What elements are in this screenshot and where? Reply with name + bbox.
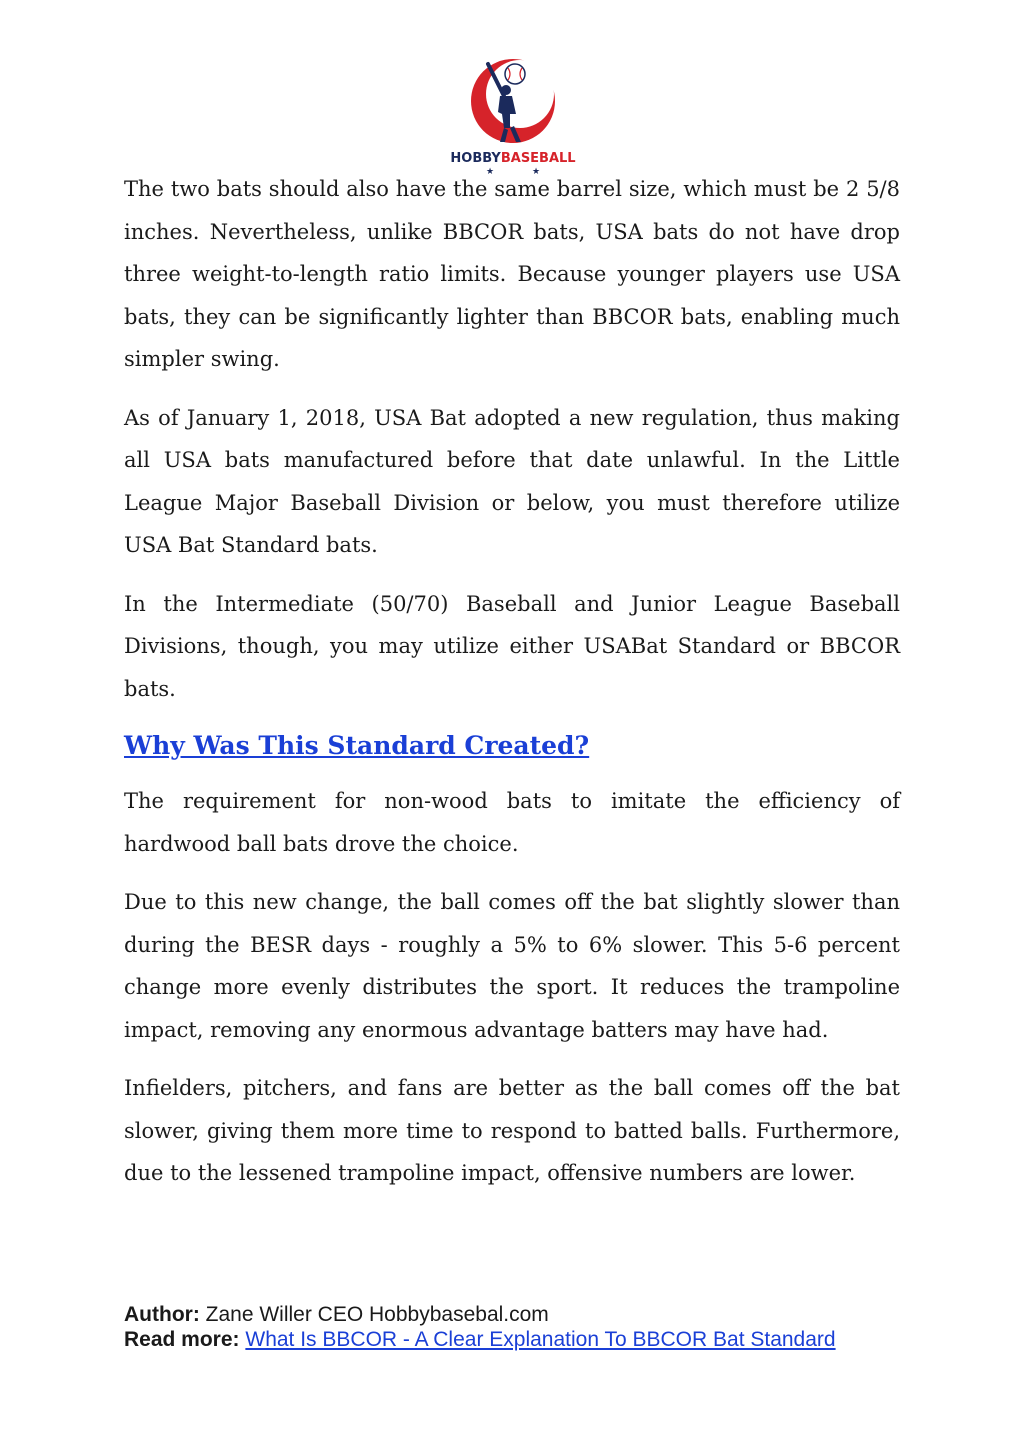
paragraph: Due to this new change, the ball comes off the bat slightly slower than during the BESR days - roughly a 5% to 6% slower. This 5-6 percent change more evenly distributes the sport. It reduces the trampoline impact, removing any enormous advantage batters may have had. bbox=[124, 890, 900, 1042]
paragraph: Infielders, pitchers, and fans are better as the ball comes off the bat slower, giving them more time to respond to batted balls. Furthermore, due to the lessened trampoline impact, offensive numbers are lower. bbox=[124, 1076, 900, 1185]
author-label: Author: bbox=[124, 1303, 200, 1326]
logo-brand-part2: BASEBALL bbox=[500, 151, 576, 166]
article-body bbox=[124, 168, 900, 1211]
svg-text:HOBBYBASEBALL bbox=[450, 151, 575, 166]
read-more-link[interactable]: What Is BBCOR - A Clear Explanation To BBCOR Bat Standard bbox=[245, 1328, 836, 1351]
paragraph: As of January 1, 2018, USA Bat adopted a new regulation, thus making all USA bats manufactured before that date unlawful. In the Little League Major Baseball Division or below, you must therefore utilize USA Bat Standard bats. bbox=[124, 405, 900, 557]
star-icon: ★ bbox=[532, 167, 541, 176]
author-line bbox=[124, 1302, 900, 1327]
star-icon: ★ bbox=[486, 167, 495, 176]
read-more-label: Read more: bbox=[124, 1328, 240, 1351]
section-heading-link[interactable]: Why Was This Standard Created? bbox=[124, 731, 590, 760]
logo-brand-part1: HOBBY bbox=[450, 151, 501, 166]
batter-logo-icon bbox=[448, 56, 578, 176]
paragraph: The requirement for non-wood bats to imitate the efficiency of hardwood ball bats drove the choice. bbox=[124, 789, 900, 856]
hobbybaseball-logo bbox=[448, 56, 578, 176]
read-more-line bbox=[124, 1327, 900, 1352]
paragraph: In the Intermediate (50/70) Baseball and Junior League Baseball Divisions, though, you may utilize either USABat Standard or BBCOR bats. bbox=[124, 591, 900, 701]
paragraph: The two bats should also have the same barrel size, which must be 2 5/8 inches. Nevertheless, unlike BBCOR bats, USA bats do not have drop three weight-to-length ratio limits. Because younger players use USA bats, they can be significantly lighter than BBCOR bats, enabling much simpler swing. bbox=[124, 177, 900, 371]
author-value: Zane Willer CEO Hobbybasebal.com bbox=[205, 1303, 549, 1326]
article-footer bbox=[124, 1302, 900, 1352]
